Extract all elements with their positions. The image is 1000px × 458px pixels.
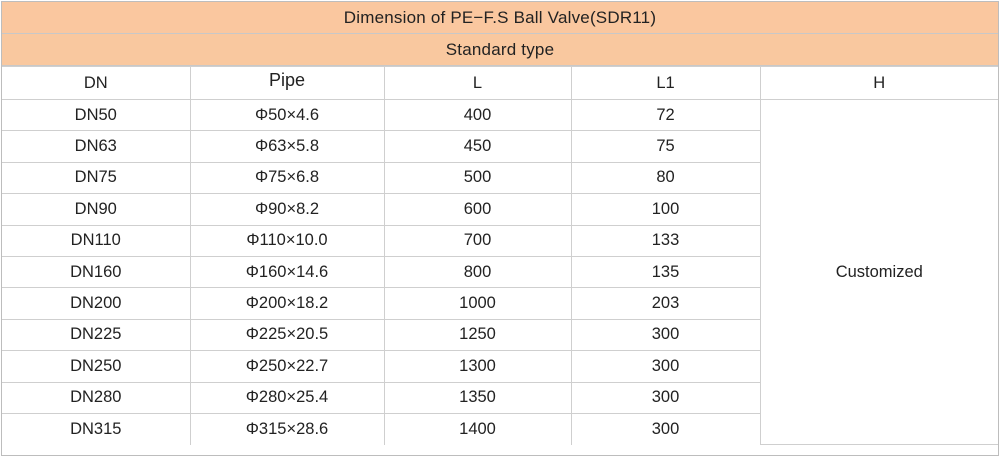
cell-dn: DN160 [2,256,190,287]
cell-l: 1000 [384,288,571,319]
cell-dn: DN75 [2,162,190,193]
cell-l: 700 [384,225,571,256]
cell-pipe: Φ50×4.6 [190,100,384,131]
cell-dn: DN63 [2,131,190,162]
cell-pipe: Φ63×5.8 [190,131,384,162]
cell-l1: 133 [571,225,760,256]
cell-l1: 300 [571,382,760,413]
cell-pipe: Φ110×10.0 [190,225,384,256]
cell-pipe: Φ160×14.6 [190,256,384,287]
cell-dn: DN225 [2,319,190,350]
cell-pipe: Φ75×6.8 [190,162,384,193]
column-header-l: L [384,67,571,100]
cell-dn: DN315 [2,413,190,444]
cell-l: 500 [384,162,571,193]
cell-l: 450 [384,131,571,162]
table-subtitle: Standard type [2,34,998,66]
cell-dn: DN250 [2,351,190,382]
cell-l1: 300 [571,351,760,382]
cell-pipe: Φ280×25.4 [190,382,384,413]
cell-pipe: Φ250×22.7 [190,351,384,382]
cell-dn: DN110 [2,225,190,256]
cell-l1: 135 [571,256,760,287]
cell-l1: 72 [571,100,760,131]
cell-l1: 80 [571,162,760,193]
cell-dn: DN50 [2,100,190,131]
cell-l: 1400 [384,413,571,444]
spec-sheet [1,1,999,456]
cell-dn: DN200 [2,288,190,319]
header-row [2,67,998,100]
cell-l: 1250 [384,319,571,350]
cell-pipe: Φ225×20.5 [190,319,384,350]
cell-pipe: Φ200×18.2 [190,288,384,319]
column-header-h: H [760,67,998,100]
column-header-l1: L1 [571,67,760,100]
table-row [2,100,998,131]
cell-dn: DN280 [2,382,190,413]
dimension-table [2,66,998,445]
cell-dn: DN90 [2,194,190,225]
cell-h-customized: Customized [760,100,998,445]
cell-l1: 100 [571,194,760,225]
cell-l1: 75 [571,131,760,162]
cell-pipe: Φ90×8.2 [190,194,384,225]
cell-l: 1350 [384,382,571,413]
cell-l1: 300 [571,319,760,350]
cell-l: 600 [384,194,571,225]
column-header-dn: DN [2,67,190,100]
cell-l1: 300 [571,413,760,444]
table-title: Dimension of PE−F.S Ball Valve(SDR11) [2,2,998,34]
cell-l: 1300 [384,351,571,382]
column-header-pipe: Pipe [190,67,384,100]
cell-l: 400 [384,100,571,131]
cell-pipe: Φ315×28.6 [190,413,384,444]
cell-l1: 203 [571,288,760,319]
cell-l: 800 [384,256,571,287]
